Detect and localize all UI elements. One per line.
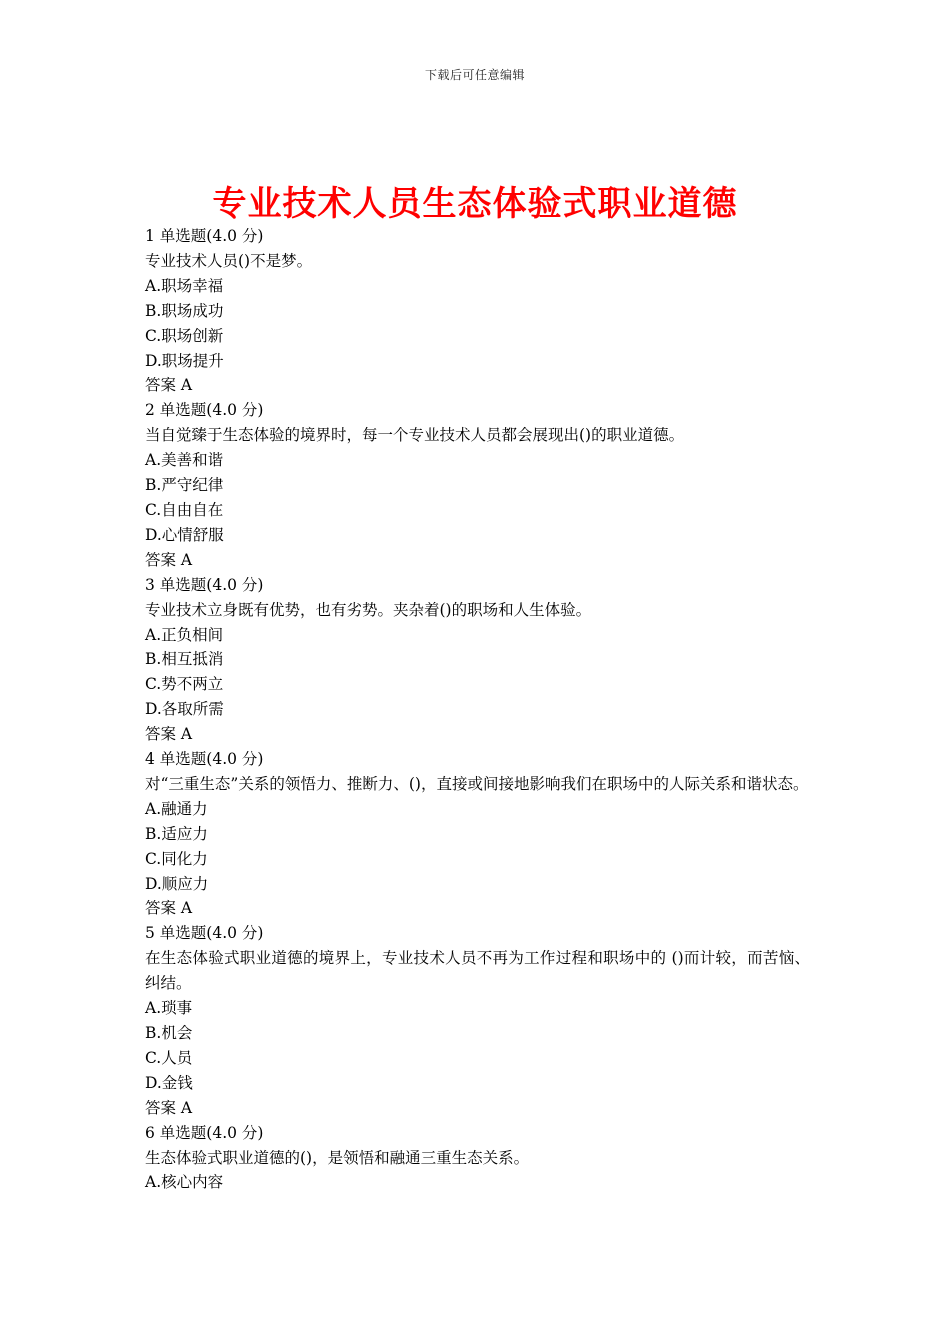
option-a: A.琐事 (145, 999, 193, 1018)
question-heading: 6 单选题(4.0 分) (145, 1123, 264, 1142)
option-b: B.机会 (145, 1024, 193, 1042)
option-a: A.职场幸福 (145, 276, 224, 295)
option-a: A.美善和谐 (145, 451, 224, 470)
option-c: C.势不两立 (145, 675, 224, 694)
question-block (145, 398, 810, 572)
question-heading: 2 单选题(4.0 分) (145, 401, 264, 420)
document-title: 专业技术人员生态体验式职业道德 (212, 184, 738, 224)
option-d: D.顺应力 (145, 874, 209, 893)
option-c: C.人员 (145, 1048, 193, 1067)
question-heading: 5 单选题(4.0 分) (145, 924, 264, 943)
question-block (145, 1121, 810, 1196)
option-c: C.同化力 (145, 849, 208, 868)
header-note: 下载后可任意编辑 (424, 68, 525, 82)
question-block (145, 224, 810, 398)
question-text: 专业技术人员()不是梦。 (145, 251, 313, 270)
option-a: A.核心内容 (145, 1173, 224, 1192)
question-text: 对“三重生态”关系的领悟力、推断力、()，直接或间接地影响我们在职场中的人际关系和谐状态。 (145, 774, 809, 793)
option-c: C.自由自在 (145, 500, 224, 519)
question-text: 专业技术立身既有优势，也有劣势。夹杂着()的职场和人生体验。 (145, 600, 592, 619)
option-a: A.融通力 (145, 799, 208, 818)
question-block (145, 747, 810, 921)
option-d: D.心情舒服 (145, 525, 224, 544)
question-text: 生态体验式职业道德的()，是领悟和融通三重生态关系。 (145, 1148, 530, 1167)
answer-line: 答案 A (145, 550, 193, 569)
answer-line: 答案 A (145, 725, 193, 744)
question-heading: 4 单选题(4.0 分) (145, 750, 264, 769)
question-text: 在生态体验式职业道德的境界上，专业技术人员不再为工作过程和职场中的 ()而计较，而苦恼、纠结。 (145, 949, 810, 993)
question-text: 当自觉臻于生态体验的境界时，每一个专业技术人员都会展现出()的职业道德。 (145, 426, 685, 445)
option-b: B.职场成功 (145, 301, 224, 320)
answer-line: 答案 A (145, 376, 193, 395)
question-block (145, 573, 810, 747)
answer-line: 答案 A (145, 899, 193, 918)
question-block (145, 921, 810, 1120)
answer-line: 答案 A (145, 1098, 193, 1117)
option-d: D.各取所需 (145, 700, 224, 719)
option-d: D.职场提升 (145, 351, 224, 370)
question-list (145, 224, 810, 1195)
option-a: A.正负相间 (145, 625, 224, 644)
option-b: B.适应力 (145, 824, 208, 843)
option-b: B.严守纪律 (145, 476, 224, 495)
option-d: D.金钱 (145, 1073, 193, 1092)
option-c: C.职场创新 (145, 326, 224, 345)
question-heading: 1 单选题(4.0 分) (145, 227, 264, 245)
option-b: B.相互抵消 (145, 650, 224, 669)
question-heading: 3 单选题(4.0 分) (145, 575, 264, 594)
